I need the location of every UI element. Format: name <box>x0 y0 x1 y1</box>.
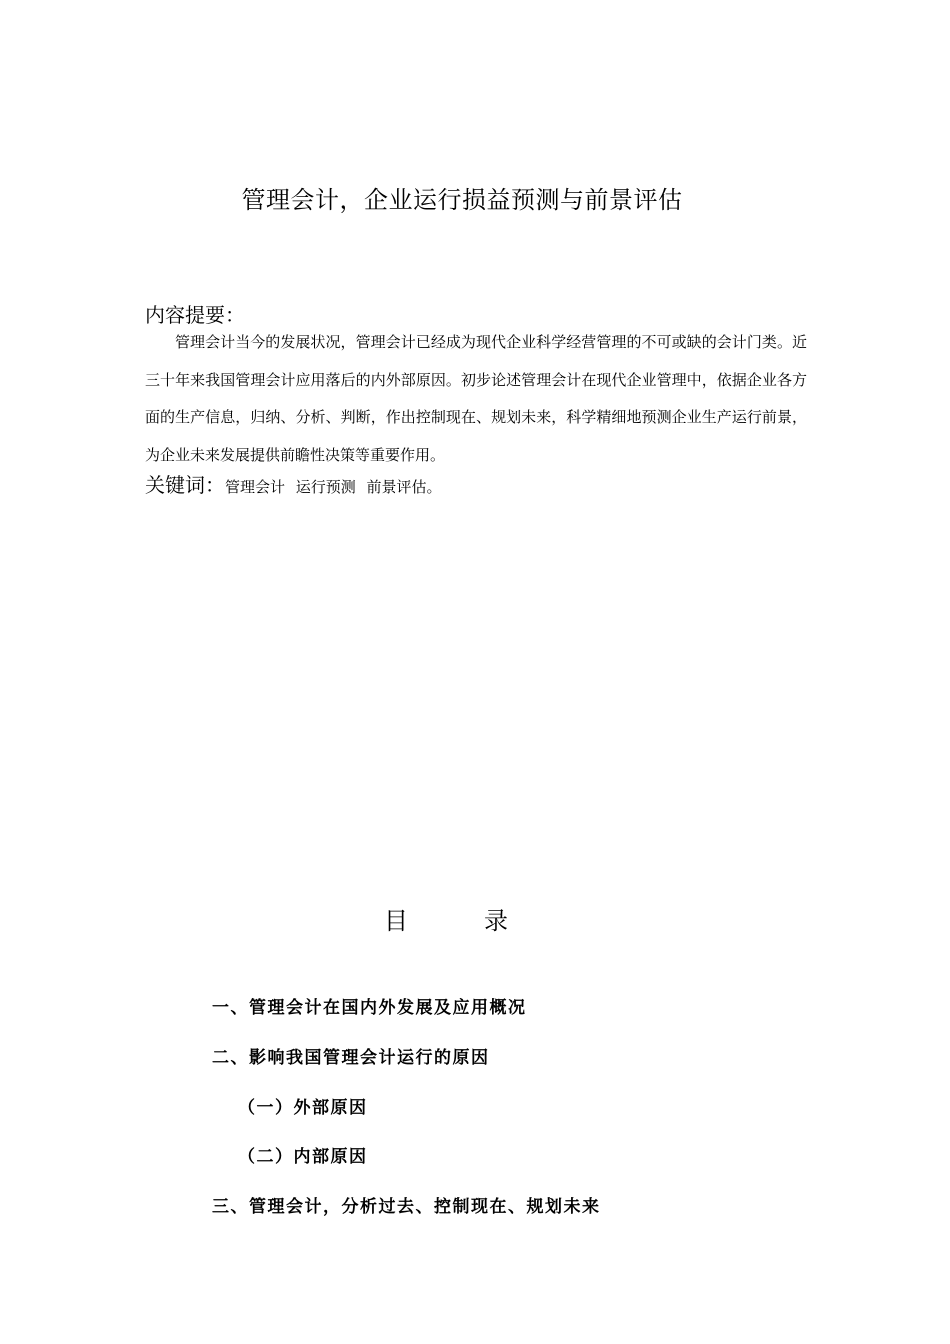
toc-title-right: 录 <box>484 907 508 935</box>
keywords-value: 管理会计 运行预测 前景评估。 <box>225 478 442 496</box>
keywords-line <box>145 470 442 502</box>
keywords-label: 关键词： <box>145 473 225 497</box>
abstract-heading: 内容提要： <box>145 303 245 327</box>
toc-title-left: 目 <box>384 907 408 935</box>
toc-item-2-2[interactable]: （二）内部原因 <box>238 1147 368 1167</box>
document-title: 管理会计，企业运行损益预测与前景评估 <box>241 186 683 214</box>
toc-title <box>384 903 508 939</box>
toc-item-2-1[interactable]: （一）外部原因 <box>238 1098 368 1118</box>
toc-item-1[interactable]: 一、管理会计在国内外发展及应用概况 <box>212 998 527 1018</box>
toc-item-2[interactable]: 二、影响我国管理会计运行的原因 <box>212 1048 490 1068</box>
abstract-body: 管理会计当今的发展状况，管理会计已经成为现代企业科学经营管理的不可或缺的会计门类。近三十年来我国管理会计应用落后的内外部原因。初步论述管理会计在现代企业管理中，依据企业各方面的生产信息，归纳、分析、判断，作出控制现在、规划未来，科学精细地预测企业生产运行前景，为企业未来发展提供前瞻性决策等重要作用。 <box>145 333 807 464</box>
toc-item-3[interactable]: 三、管理会计，分析过去、控制现在、规划未来 <box>212 1197 601 1217</box>
